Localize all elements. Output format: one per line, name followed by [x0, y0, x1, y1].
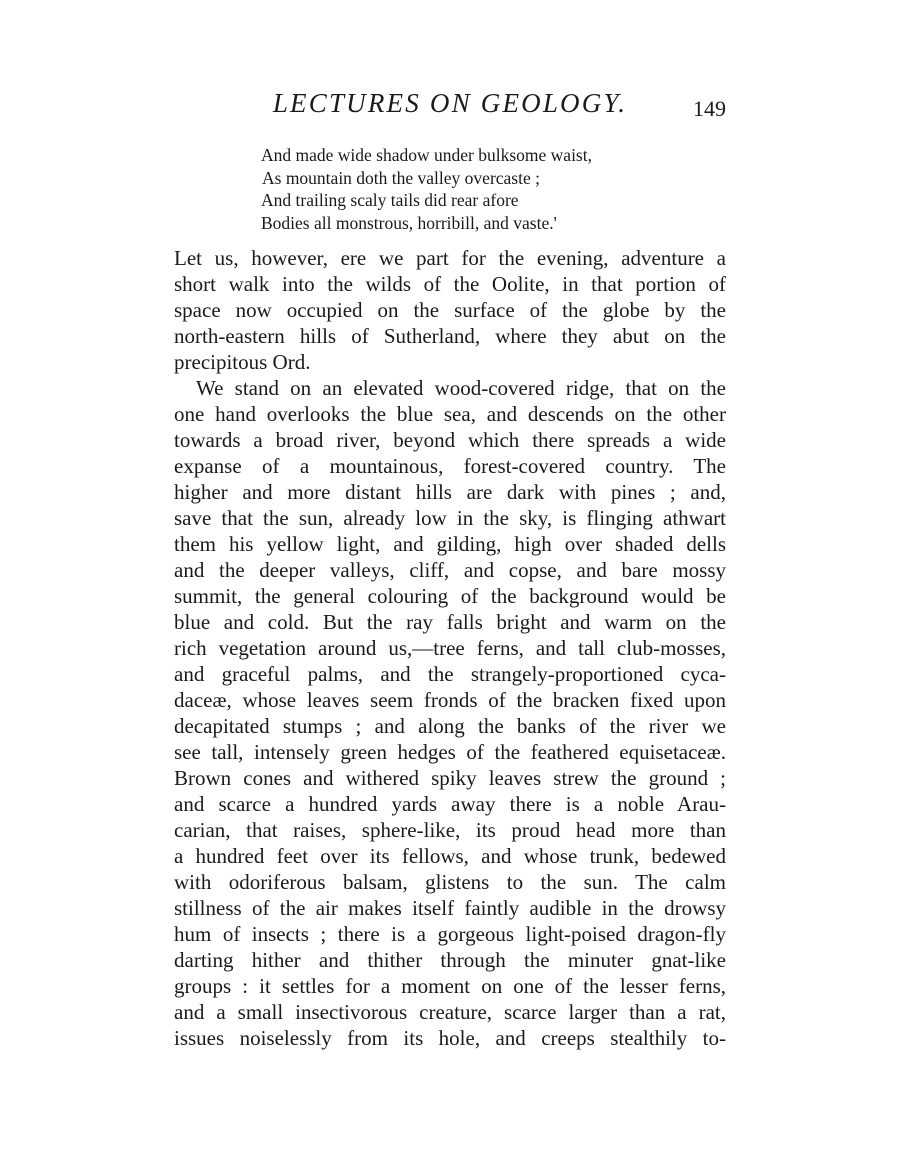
text-line: hum of insects ; there is a gorgeous light-poised dragon-fly [174, 922, 726, 946]
text-line: blue and cold. But the ray falls bright and warm on the [174, 610, 726, 634]
text-line: daceæ, whose leaves seem fronds of the bracken fixed upon [174, 688, 726, 712]
text-line: darting hither and thither through the minuter gnat-like [174, 948, 726, 972]
verse-line: And trailing scaly tails did rear afore [261, 190, 519, 210]
text-line: groups : it settles for a moment on one of the lesser ferns, [174, 974, 726, 998]
text-line: towards a broad river, beyond which there spreads a wide [174, 428, 726, 452]
text-line: rich vegetation around us,—tree ferns, and tall club-mosses, [174, 636, 726, 660]
verse-line: And made wide shadow under bulksome waist, [261, 145, 592, 165]
text-line: precipitous Ord. [174, 350, 311, 374]
text-line: with odoriferous balsam, glistens to the sun. The calm [174, 870, 726, 894]
text-line: Let us, however, ere we part for the evening, adventure a [174, 246, 726, 270]
text-line: We stand on an elevated wood-covered ridge, that on the [196, 376, 726, 400]
text-line: higher and more distant hills are dark with pines ; and, [174, 480, 726, 504]
page-number: 149 [693, 96, 726, 121]
text-line: save that the sun, already low in the sky, is flinging athwart [174, 506, 726, 530]
verse-quotation [261, 144, 701, 234]
text-line: carian, that raises, sphere-like, its proud head more than [174, 818, 726, 842]
paragraph-2 [174, 375, 726, 1051]
running-title: LECTURES ON GEOLOGY. [272, 88, 628, 118]
text-line: summit, the general colouring of the background would be [174, 584, 726, 608]
text-line: Brown cones and withered spiky leaves strew the ground ; [174, 766, 726, 790]
text-line: north-eastern hills of Sutherland, where they abut on the [174, 324, 726, 348]
text-line: and the deeper valleys, cliff, and copse, and bare mossy [174, 558, 726, 582]
body-text [174, 245, 726, 1051]
verse-line: As mountain doth the valley overcaste ; [262, 167, 540, 188]
text-line: and scarce a hundred yards away there is a noble Arau- [174, 792, 726, 816]
text-line: space now occupied on the surface of the globe by the [174, 298, 726, 322]
text-line: issues noiselessly from its hole, and creeps stealthily to- [174, 1026, 726, 1050]
text-line: see tall, intensely green hedges of the feathered equisetaceæ. [174, 740, 726, 764]
text-line: one hand overlooks the blue sea, and descends on the other [174, 402, 726, 426]
text-line: a hundred feet over its fellows, and whose trunk, bedewed [174, 844, 726, 868]
text-line: stillness of the air makes itself faintly audible in the drowsy [174, 896, 726, 920]
text-line: and graceful palms, and the strangely-proportioned cyca- [174, 662, 726, 686]
running-head [174, 88, 726, 124]
text-line: expanse of a mountainous, forest-covered country. The [174, 454, 726, 478]
text-line: and a small insectivorous creature, scarce larger than a rat, [174, 1000, 726, 1024]
text-line: them his yellow light, and gilding, high over shaded dells [174, 532, 726, 556]
paragraph-1 [174, 245, 726, 375]
text-line: short walk into the wilds of the Oolite, in that portion of [174, 272, 726, 296]
verse-line: Bodies all monstrous, horribill, and vaste.' [261, 212, 557, 233]
text-line: decapitated stumps ; and along the banks of the river we [174, 714, 726, 738]
